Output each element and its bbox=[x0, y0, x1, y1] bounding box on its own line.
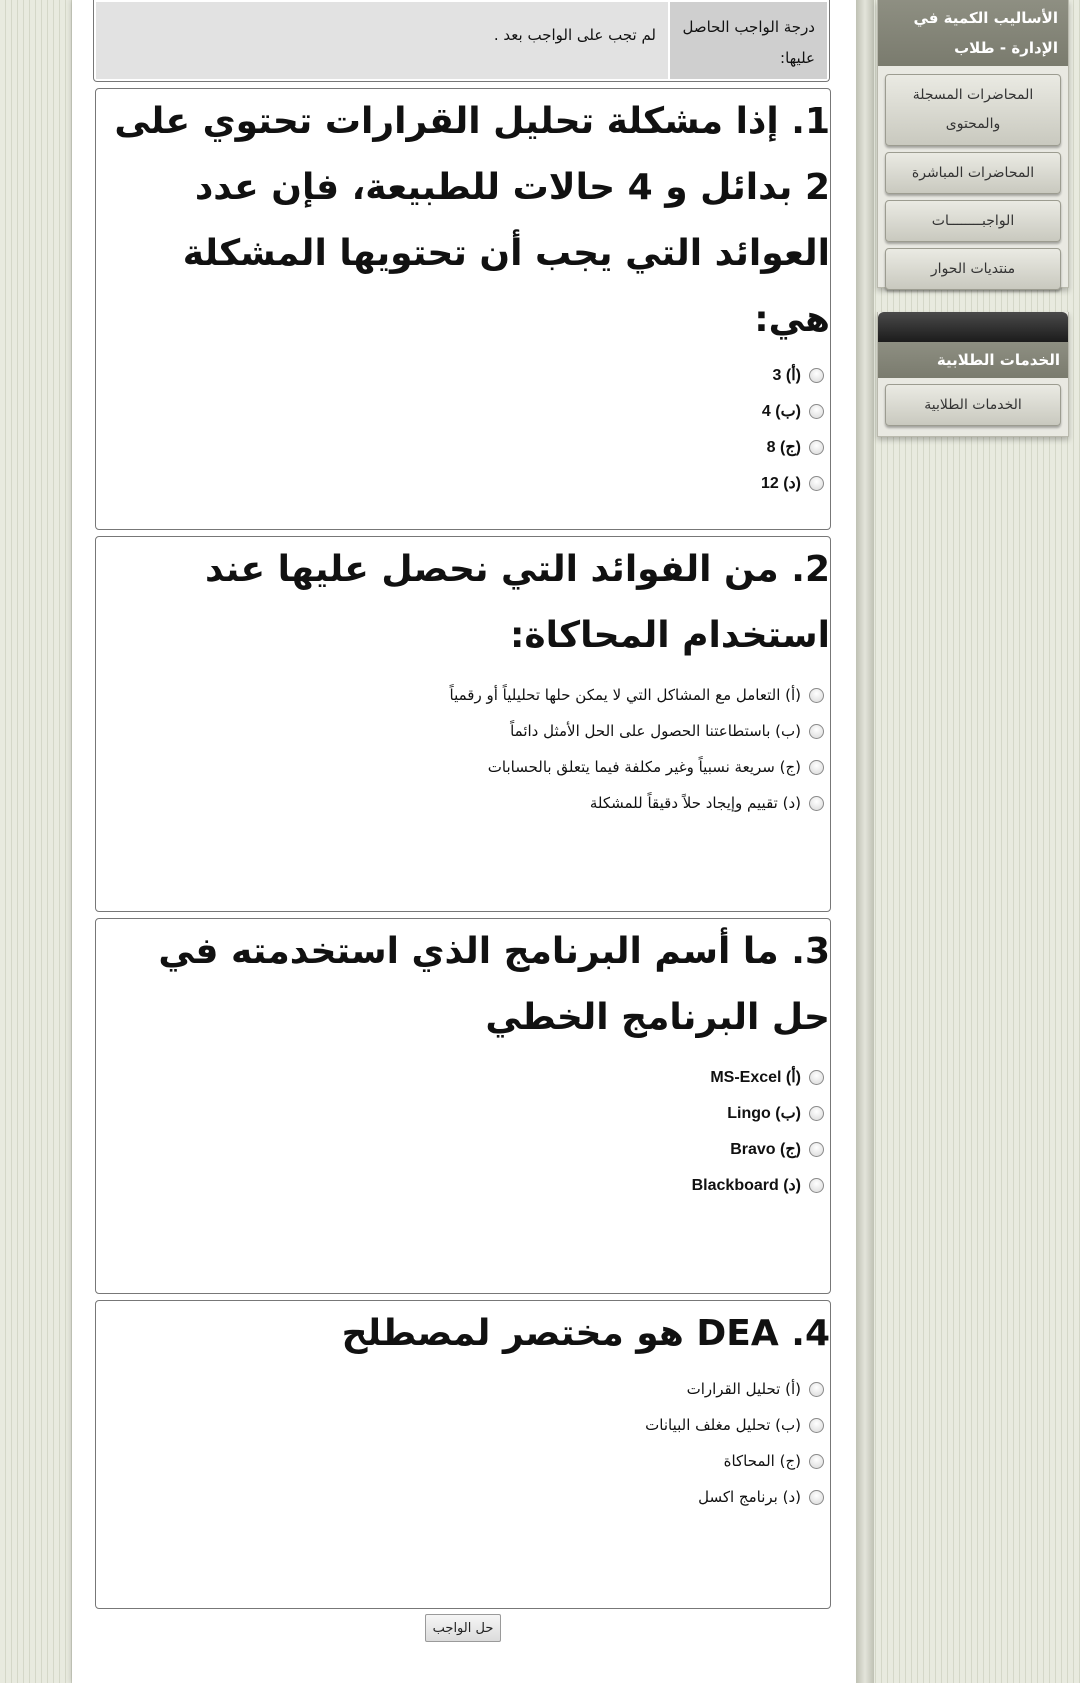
question-title: 3. ما أسم البرنامج الذي استخدمته في حل البرنامج الخطي bbox=[158, 931, 830, 1038]
radio-button[interactable] bbox=[809, 1142, 824, 1157]
answer-option[interactable]: (ج) المحاكاة bbox=[96, 1443, 824, 1479]
question-1 bbox=[95, 88, 831, 530]
answer-option[interactable]: (ج) Bravo bbox=[96, 1131, 824, 1167]
radio-button[interactable] bbox=[809, 1178, 824, 1193]
radio-button[interactable] bbox=[809, 1454, 824, 1469]
sidebar-item-student-services[interactable]: الخدمات الطلابية bbox=[885, 384, 1061, 426]
answer-option[interactable]: (ج) 8 bbox=[96, 429, 824, 465]
question-title: 1. إذا مشكلة تحليل القرارات تحتوي على 2 بدائل و 4 حالات للطبيعة، فإن عدد العوائد التي يجب أن تحتويها المشكلة هي: bbox=[114, 101, 830, 340]
radio-button[interactable] bbox=[809, 688, 824, 703]
course-menu bbox=[877, 0, 1069, 288]
radio-button[interactable] bbox=[809, 1070, 824, 1085]
sidebar-item-live-lectures[interactable]: المحاضرات المباشرة bbox=[885, 152, 1061, 194]
radio-button[interactable] bbox=[809, 1418, 824, 1433]
radio-button[interactable] bbox=[809, 1106, 824, 1121]
grade-table bbox=[93, 0, 830, 82]
answer-option[interactable]: (ج) سريعة نسبياً وغير مكلفة فيما يتعلق بالحسابات bbox=[96, 749, 824, 785]
sidebar-item-recorded-lectures[interactable]: المحاضرات المسجلة والمحتوى bbox=[885, 74, 1061, 146]
answer-option[interactable]: (د) Blackboard bbox=[96, 1167, 824, 1203]
radio-button[interactable] bbox=[809, 476, 824, 491]
answer-option[interactable]: (أ) التعامل مع المشاكل التي لا يمكن حلها تحليلياً أو رقمياً bbox=[96, 677, 824, 713]
answer-option[interactable]: (ب) 4 bbox=[96, 393, 824, 429]
radio-button[interactable] bbox=[809, 760, 824, 775]
radio-button[interactable] bbox=[809, 724, 824, 739]
question-title: 2. من الفوائد التي نحصل عليها عند استخدام المحاكاة: bbox=[204, 549, 830, 656]
services-menu bbox=[877, 312, 1069, 437]
answer-option[interactable]: (د) 12 bbox=[96, 465, 824, 501]
radio-button[interactable] bbox=[809, 440, 824, 455]
radio-button[interactable] bbox=[809, 404, 824, 419]
question-title: 4. DEA هو مختصر لمصطلح bbox=[341, 1313, 830, 1354]
answer-option[interactable]: (أ) MS-Excel bbox=[96, 1059, 824, 1095]
menu-header-bar bbox=[878, 312, 1068, 342]
answer-option[interactable]: (د) برنامج اكسل bbox=[96, 1479, 824, 1515]
page-divider bbox=[856, 0, 874, 1683]
answer-option[interactable]: (ب) باستطاعتنا الحصول على الحل الأمثل دائماً bbox=[96, 713, 824, 749]
answer-option[interactable]: (ب) Lingo bbox=[96, 1095, 824, 1131]
question-2 bbox=[95, 536, 831, 912]
sidebar-item-forums[interactable]: منتديات الحوار bbox=[885, 248, 1061, 290]
sidebar-item-assignments[interactable]: الواجبــــــــات bbox=[885, 200, 1061, 242]
question-3 bbox=[95, 918, 831, 1294]
answer-option[interactable]: (أ) تحليل القرارات bbox=[96, 1371, 824, 1407]
course-title: الأساليب الكمية في الإدارة - طلاب bbox=[878, 0, 1068, 66]
radio-button[interactable] bbox=[809, 1382, 824, 1397]
submit-homework-button[interactable]: حل الواجب bbox=[425, 1614, 501, 1642]
radio-button[interactable] bbox=[809, 1490, 824, 1505]
grade-value: لم تجب على الواجب بعد . bbox=[96, 2, 668, 79]
radio-button[interactable] bbox=[809, 796, 824, 811]
grade-label: درجة الواجب الحاصل عليها: bbox=[670, 2, 827, 79]
services-title: الخدمات الطلابية bbox=[878, 342, 1068, 378]
answer-option[interactable]: (ب) تحليل مغلف البيانات bbox=[96, 1407, 824, 1443]
answer-option[interactable]: (د) تقييم وإيجاد حلاً دقيقاً للمشكلة bbox=[96, 785, 824, 821]
answer-option[interactable]: (أ) 3 bbox=[96, 357, 824, 393]
radio-button[interactable] bbox=[809, 368, 824, 383]
question-4 bbox=[95, 1300, 831, 1609]
